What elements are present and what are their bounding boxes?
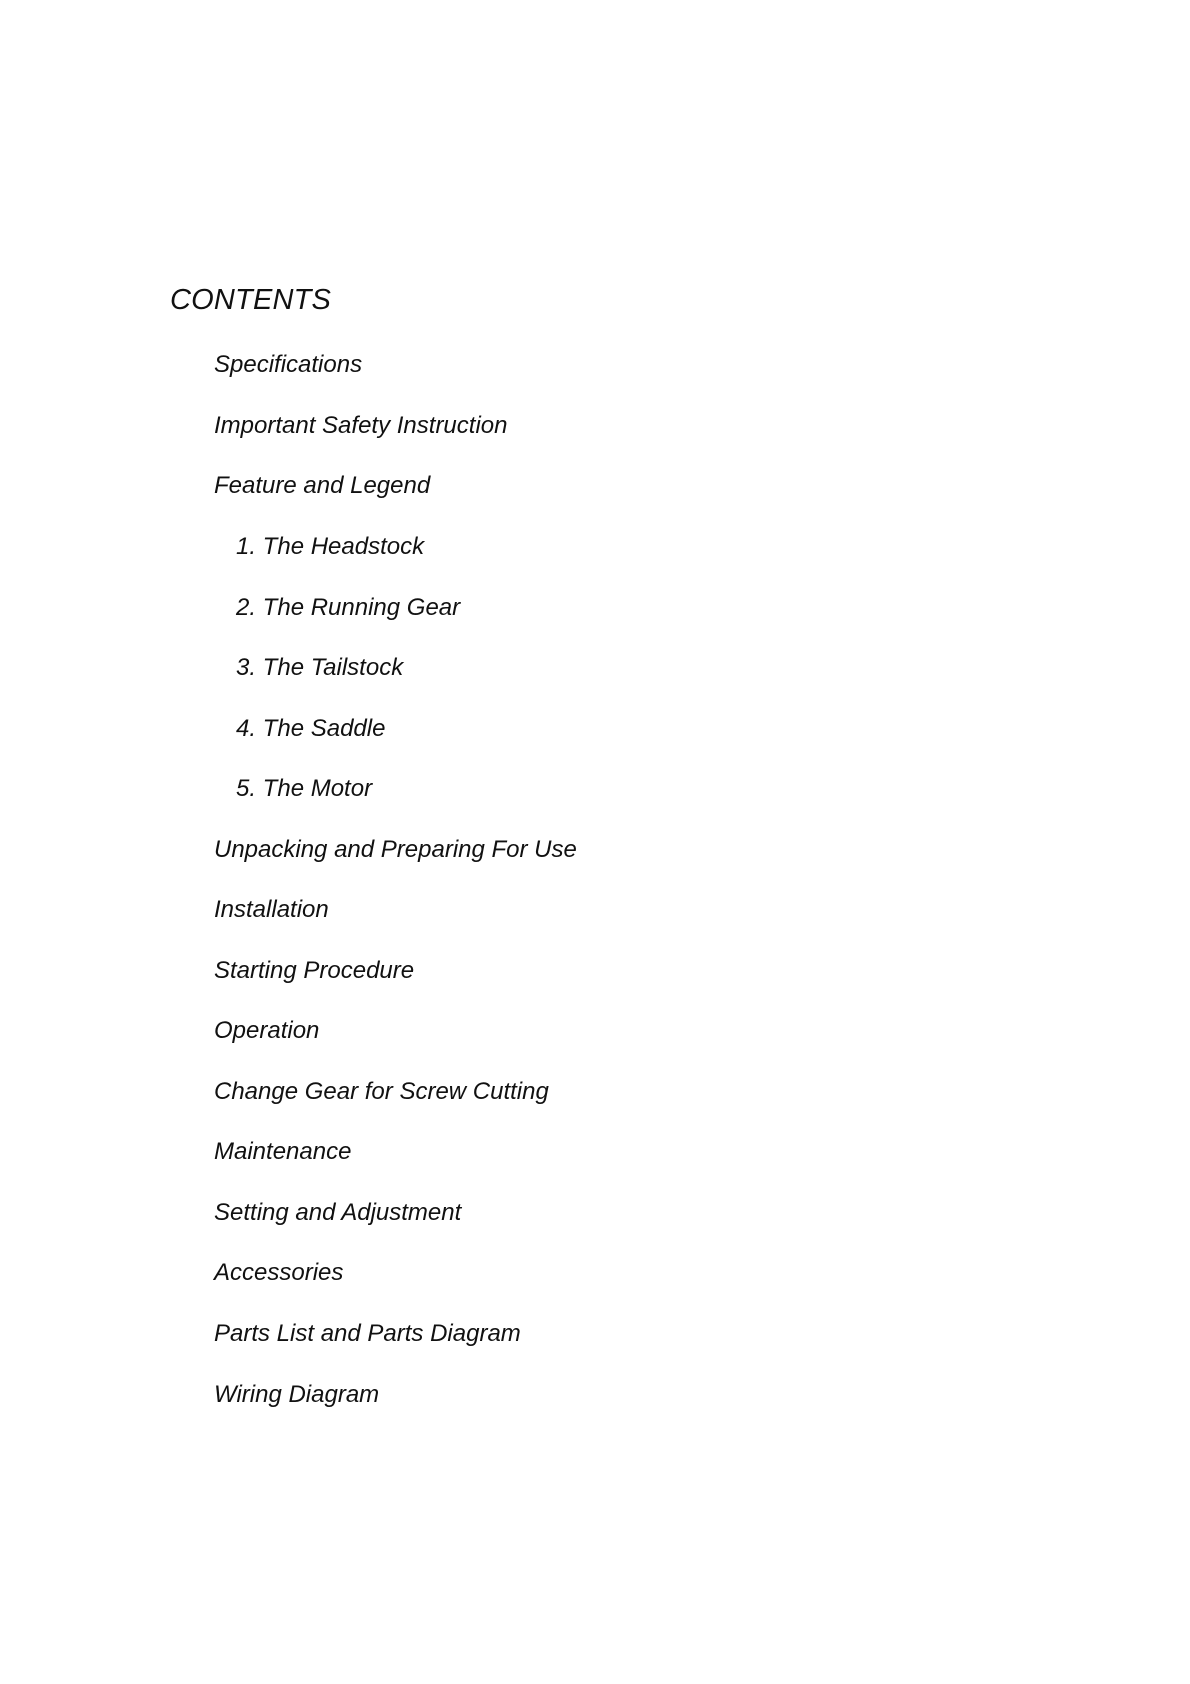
toc-item-motor: 5. The Motor bbox=[236, 775, 373, 802]
toc-item-maintenance: Maintenance bbox=[214, 1138, 352, 1165]
toc-item-change-gear: Change Gear for Screw Cutting bbox=[214, 1078, 549, 1105]
contents-heading: CONTENTS bbox=[170, 284, 332, 316]
toc-item-unpacking: Unpacking and Preparing For Use bbox=[214, 836, 577, 863]
toc-item-installation: Installation bbox=[214, 896, 329, 923]
toc-item-headstock: 1. The Headstock bbox=[236, 533, 425, 560]
toc-item-saddle: 4. The Saddle bbox=[236, 715, 386, 742]
toc-item-setting-adjustment: Setting and Adjustment bbox=[214, 1199, 462, 1226]
toc-item-accessories: Accessories bbox=[214, 1259, 344, 1286]
toc-item-running-gear: 2. The Running Gear bbox=[236, 594, 461, 621]
toc-item-wiring-diagram: Wiring Diagram bbox=[214, 1381, 380, 1408]
toc-item-tailstock: 3. The Tailstock bbox=[236, 654, 404, 681]
toc-item-operation: Operation bbox=[214, 1017, 320, 1044]
toc-item-feature-and-legend: Feature and Legend bbox=[214, 472, 431, 499]
toc-item-starting-procedure: Starting Procedure bbox=[214, 957, 415, 984]
toc-item-specifications: Specifications bbox=[214, 351, 363, 378]
toc-item-parts-list: Parts List and Parts Diagram bbox=[214, 1320, 521, 1347]
toc-item-safety-instruction: Important Safety Instruction bbox=[214, 412, 508, 439]
